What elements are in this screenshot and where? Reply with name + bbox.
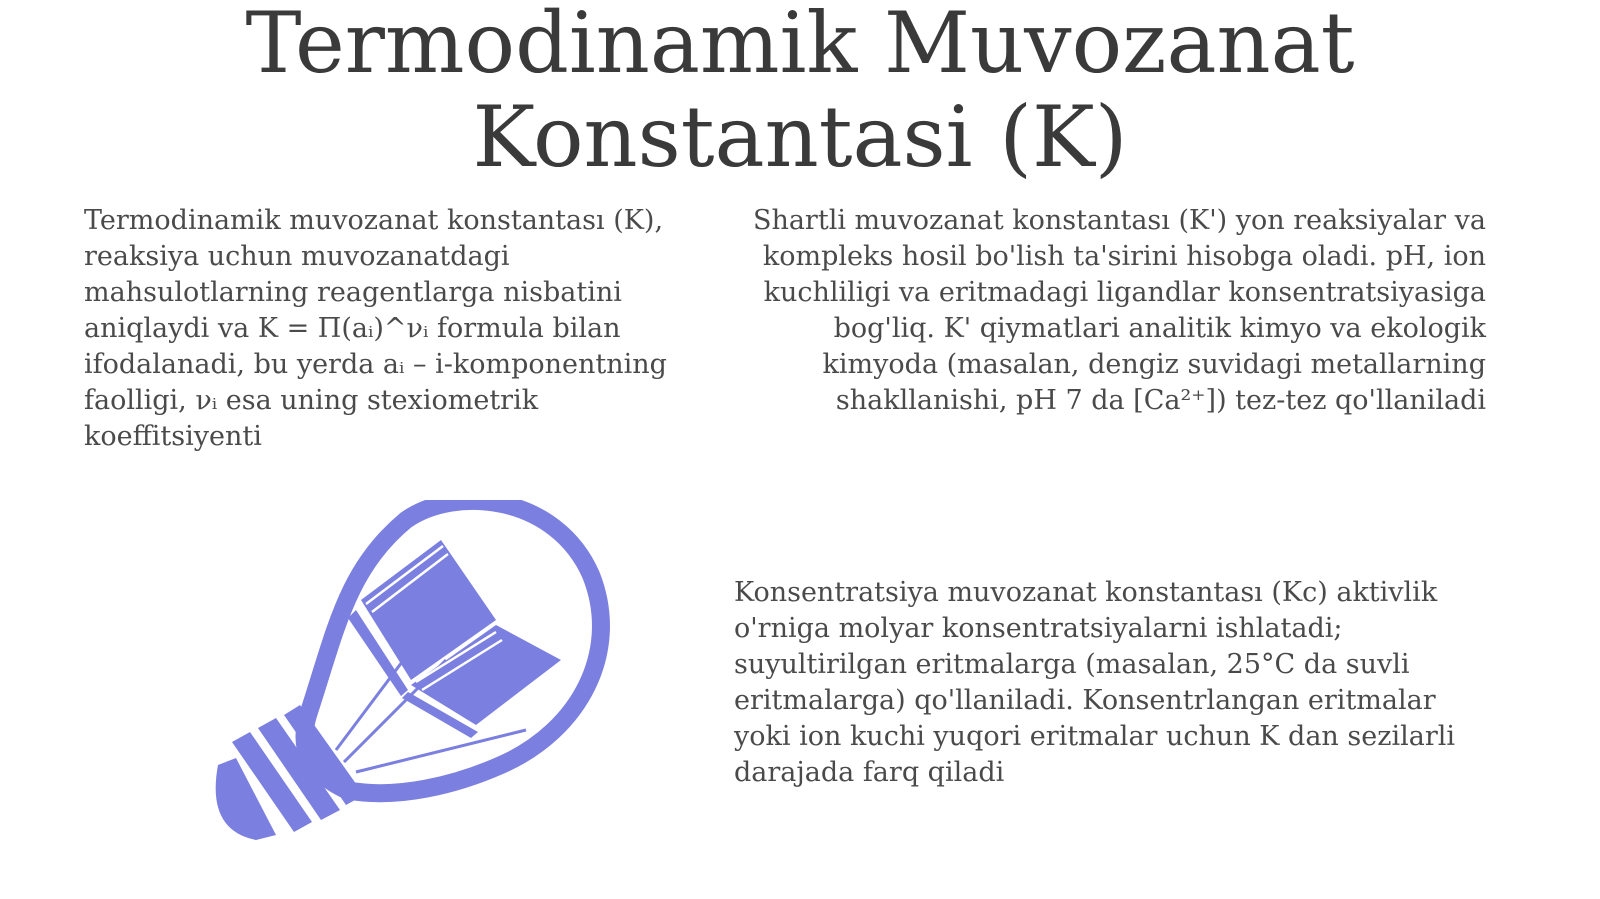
text-block-right: Shartli muvozanat konstantası (K') yon reaksiyalar va kompleks hosil bo'lish ta'sirini hisobga oladi. pH, ion kuchliligi va eritmadagi ligandlar konsentratsiyasiga bog'liq. K' qiymatlari analitik kimyo va ekologik kimyoda (masalan, dengiz suvidagi metallarning shakllanishi, pH 7 da [Ca²⁺]) tez-tez qo'llaniladi <box>752 205 1486 416</box>
lightbulb-base <box>216 705 364 840</box>
book-icon <box>348 540 561 738</box>
slide-title: Termodinamik Muvozanat Konstantasi (K) <box>245 0 1355 186</box>
text-block-bottom: Konsentratsiya muvozanat konstantası (Kc) aktivlik o'rniga molyar konsentratsiyalarni ishlatadi; suyultirilgan eritmalarga (masalan, 25°C da suvli eritmalarga) qo'llaniladi. Konsentrlangan eritmalar yoki ion kuchi yuqori eritmalar uchun K dan sezilarli darajada farq qiladi <box>734 577 1455 788</box>
lightbulb-book-icon <box>196 500 626 850</box>
text-block-left: Termodinamik muvozanat konstantası (K), reaksiya uchun muvozanatdagi mahsulotlarning reagentlarga nisbatini aniqlaydi va K = Π(aᵢ)^νᵢ formula bilan ifodalanadi, bu yerda aᵢ – i-komponentning faolligi, νᵢ esa uning stexiometrik koeffitsiyenti <box>84 205 667 452</box>
